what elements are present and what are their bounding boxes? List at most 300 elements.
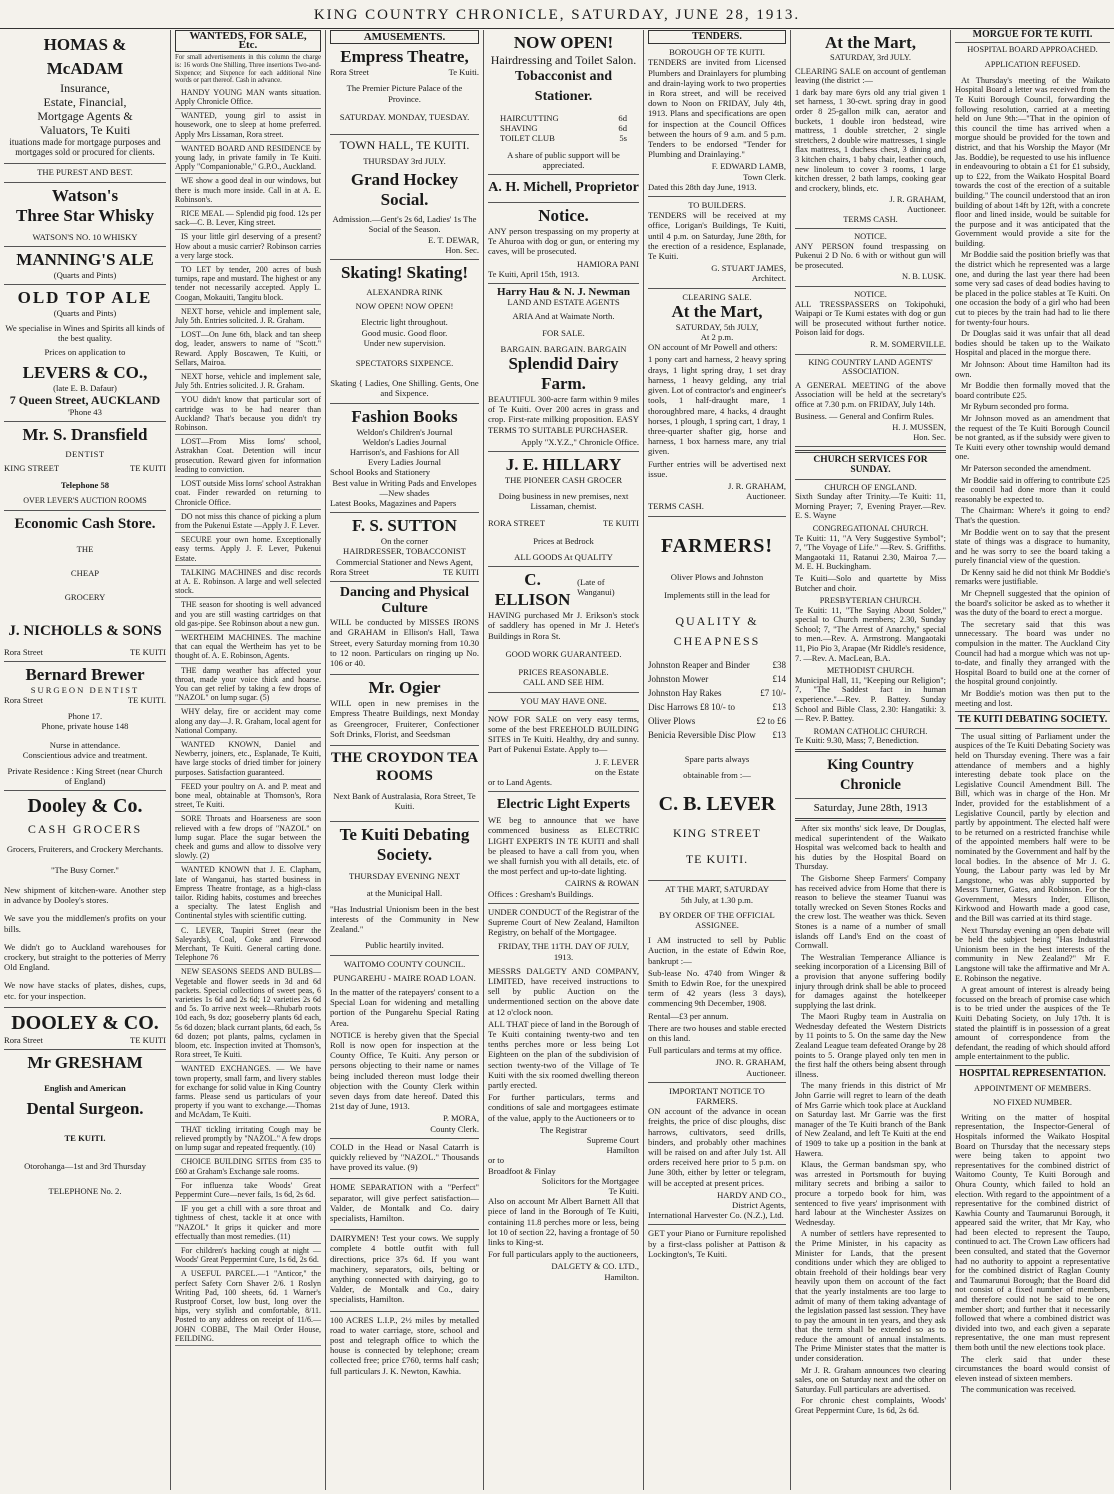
ad-line: CLEARING SALE. xyxy=(682,291,752,302)
plow-name: Disc Harrows £8 10/- to xyxy=(648,701,735,712)
ad-line: Public heartily invited. xyxy=(365,940,444,951)
ad-body: For further particulars, terms and conditions of sale and mortgagees estimate of the value, apply to the Auctioneers or to xyxy=(488,1092,639,1123)
ad-body: We save you the middlemen's profits on your bills. xyxy=(4,913,166,934)
ad-line: THE PIONEER CASH GROCER xyxy=(504,475,623,486)
ad-line: Solicitors for the Mortgagee xyxy=(541,1175,639,1186)
news-paragraph: A number of settlers have represented to the Prime Minister, in his capacity as Minister for Lands, that the present conditions under which they are obliged to obtain freehold of their holdings bear very heavily upon them on account of the fact that the yearly instalments are too large to admit of many of them taking advantage of the legislation passed last session. They have to pay the amount in ten years, and they ask that the term shall be extended so as to reduce the amount of annual instalments. The Prime Minister states that the matter is under consideration. xyxy=(795,1229,946,1364)
ad-title: NOW OPEN! xyxy=(513,33,614,52)
classified-ad: A USEFUL PARCEL.—1 "Anticor," the perfect Safety Corn Shaver 2/6. 1 Roslyn Writing Pad, 100 sheets, 6d. 1 Warner's Rustproof Corset, low bust, long over the hips, very stylish and comfortable, 8/11. Posted to any address on receipt of 11/6.—JOHN COBBE, The Mail Order House, FEILDING. xyxy=(175,1269,321,1346)
ad-line: Prices at Bedrock xyxy=(533,535,594,546)
ad-line: SATURDAY. MONDAY, TUESDAY. xyxy=(339,111,470,122)
ad-line: English and American xyxy=(44,1082,126,1093)
ad-body: A GENERAL MEETING of the above Association will be held at the secretary's office at 7.30 p.m. on FRIDAY, July 14th. xyxy=(795,380,946,409)
ad-line: Good music. Good floor. xyxy=(361,327,448,338)
article-paragraph: Mr Boddie then formally moved that the board contribute £25. xyxy=(955,381,1110,400)
article-paragraph: Mr Boddie said in offering to contribute £25 the council had done more than it could reasonably be expected to. xyxy=(955,475,1110,504)
news-paragraph: The Gisborne Sheep Farmers' Company has received advice from Home that there is reason to believe the steamer Tuanui was totally wrecked on Seven Stones Rocks and the crew lost. The weather was thick. Seven Stones is a name of a number of small islands off Land's End on the coast of Cornwall. xyxy=(795,873,946,951)
classified-ad: NEXT horse, vehicle and implement sale, July 5th. Entries solicited. J. R. Graham. xyxy=(175,372,321,393)
classified-ad: IS your little girl deserving of a present? How about a music carrier? Robinson carries a very large stock. xyxy=(175,232,321,263)
ad-title: C. ELLISON xyxy=(494,570,571,610)
classified-ad: C. LEVER, Taupiri Street (near the Saleyards), Coal, Coke and Firewood Merchant, Te Kuiti. General carting done. Telephone 76 xyxy=(175,926,321,966)
classified-ad: FEED your poultry on A. and P. meat and bone meal, obtainable at Thomson's, Rora street, Te Kuiti. xyxy=(175,782,321,813)
plow-price-row xyxy=(648,714,786,728)
ad-line: at the Municipal Hall. xyxy=(366,887,443,898)
ad-line: Dental Surgeon. xyxy=(26,1099,144,1119)
ad-line: THURSDAY 3rd JULY. xyxy=(363,156,446,167)
classified-ad: YOU didn't know that particular sort of cartridge was to be had nearer than Auckland? That's because you didn't try Robinson. xyxy=(175,395,321,435)
ad-line: TERMS CASH. xyxy=(648,501,704,512)
column-7 xyxy=(950,30,1114,1490)
plow-name: Johnston Hay Rakes xyxy=(648,687,722,698)
ad-body: CLEARING SALE on account of gentleman leaving (the district :— xyxy=(795,66,946,86)
price-row xyxy=(500,133,627,143)
ad-body: NOTICE is hereby given that the Special Roll is now open for inspection at the County Office, Te Kuiti. Any person or persons objecting to their name or names being included thereon must lodge their objection with the County Clerk within seven days from date hereof. Dated this 21st day of June, 1913. xyxy=(330,1029,479,1112)
classified-ad: WE show a good deal in our windows, but there is much more inside. Call in at A. E. Robinson's. xyxy=(175,176,321,207)
ad-address: 7 Queen Street, AUCKLAND xyxy=(9,393,161,408)
ad-title: Empress Theatre, xyxy=(340,47,469,67)
ad-body: We didn't go to Auckland warehouses for crockery, but straight to the potteries of Merry Old England. xyxy=(4,941,166,973)
ad-line: (Quarts and Pints) xyxy=(53,269,117,280)
ad-line: HAIRDRESSER, TOBACCONIST xyxy=(343,546,466,557)
ad-title: TO BUILDERS. xyxy=(688,200,746,211)
ad-body: Full particulars and terms at my office. xyxy=(648,1045,782,1056)
ad-address: Next Bank of Australasia, Rora Street, Te Kuiti. xyxy=(333,790,476,812)
ad-title: NOTICE. xyxy=(854,290,887,300)
ad-body: MESSRS DALGETY AND COMPANY, LIMITED, have received instructions to sell by public Auction on the undermentioned section on the above date at 12 o'clock noon. xyxy=(488,965,639,1017)
classified-ad: TALKING MACHINES and disc records at A. E. Robinson. A large and well selected stock. xyxy=(175,568,321,599)
section-head: CHURCH SERVICES FOR SUNDAY. xyxy=(813,455,928,475)
ad-signature: JNO. R. GRAHAM, xyxy=(715,1057,786,1068)
ad-title: IMPORTANT NOTICE TO FARMERS. xyxy=(669,1085,765,1106)
ad-subtitle: CASH GROCERS xyxy=(27,822,143,837)
ad-title: A. H. Michell, Proprietor xyxy=(488,180,639,196)
article-paragraph: Mr Ryburn seconded pro forma. xyxy=(961,402,1069,412)
ad-line: Every Ladies Journal xyxy=(367,457,442,468)
ad-signature: H. J. MUSSEN, xyxy=(892,423,946,433)
ad-title: Notice. xyxy=(538,206,589,226)
price-label: HAIRCUTTING xyxy=(500,113,559,123)
ad-title: WAITOMO COUNTY COUNCIL. xyxy=(343,958,466,969)
article-paragraph: Mr Johnson moved as an amendment that the request of the Te Kuiti Borough Council be not granted, as if the subsidy were given to Te Kuiti every other township would demand one. xyxy=(955,413,1110,462)
ad-signature: E. T. DEWAR, xyxy=(428,234,479,245)
news-paragraph: The Maori Rugby team in Australia on Wednesday defeated the Western Districts by 11 points to 5. On the same day the New Zealand League team defeated Orange by 28 points to 5. Orange played only ten men in the first half the others being absent through illness. xyxy=(795,1012,946,1079)
paper-date: Saturday, June 28th, 1913 xyxy=(813,802,928,814)
ad-line: LAND AND ESTATE AGENTS xyxy=(507,297,620,308)
classified-ad: NEW SEASONS SEEDS AND BULBS—Vegetable and flower seeds in 3d and 6d packets. Special collections of sweet peas, 6 varieties 1s 6d and 2s 6d; 12 varieties 2s 6d and 5s. To arrive next week—Rhubarb roots 10d each, 9s doz; gooseberry plants 6d each, 5s 6d dozen; black currant plants, 6d each, 5s 6d dozen; pot plants, palms, cyclamen in bloom, etc. Inspection invited at Thomson's, Rora street, Te Kuiti. xyxy=(175,967,321,1062)
ad-line: or to xyxy=(488,1155,504,1166)
ad-title: DOOLEY & CO. xyxy=(11,1011,159,1034)
article-paragraph: Mr Boddie said the position briefly was that the district which he represented was a large one, and during the last year there had been some very sad cases of dead bodies having to be placed in the police stables at Te Kuiti. On one occasion the body of a girl who had been cut to pieces by the train had had to lie there for twenty-four hours. xyxy=(955,250,1110,327)
article-body xyxy=(955,732,1110,1062)
news-paragraph: The many friends in this district of Mr John Garrie will regret to learn of the death of Mrs Garrie which took place at Auckland on Saturday last. Mr Garrie was the first manager of the Te Kuiti branch of the Bank of New Zealand, and left Te Kuiti at the end of 1909 to take up a position in the bank at Hawera. xyxy=(795,1081,946,1158)
ad-line: Commercial Stationer and News Agent, xyxy=(336,556,473,567)
ad-line: Private Residence : King Street (near Church of England) xyxy=(7,766,163,787)
ad-line: TERMS CASH. xyxy=(843,214,898,224)
article-head: TE KUITI DEBATING SOCIETY. xyxy=(957,714,1108,726)
ad-line: Apply "X.Y.Z.," Chronicle Office. xyxy=(521,436,639,447)
classified-ad: LOST outside Miss Iorns' school Astrakhan coat. Finder rewarded on returning to Chronicle Office. xyxy=(175,479,321,510)
ad-body: BEAUTIFUL 300-acre farm within 9 miles of Te Kuiti. Over 200 acres in grass and crop. First-rate milking proposition. EASY TERMS TO SUITABLE PURCHASER. xyxy=(488,394,639,435)
ad-body: HOME SEPARATION with a "Perfect" separator, will give perfect satisfaction—Valder, de Montalk and Co. dairy specialists, Hamilton. xyxy=(330,1182,479,1224)
article-head: HOSPITAL REPRESENTATION. xyxy=(959,1067,1106,1079)
price-value: 6d xyxy=(618,123,627,134)
church-body: Municipal Hall, 11, "Keeping our Religion"; 7, "The Saddest fact in human experience."—Rev. P. Battey. Sunday School and Bible Class, 2.30: Hangatiki: 3. — Rev. P. Battey. xyxy=(795,675,946,724)
ad-line: Skating { Ladies, One Shilling. Gents, One and Sixpence. xyxy=(330,378,479,399)
ad-line: A share of public support will be appreciated. xyxy=(507,149,620,170)
classified-ad: WANTED EXCHANGES. — We have town property, small farm, and livery stables for exchange for solid value in King Country farms. Please send us particulars of your property if you want to exchange.—Thomas and McAdam, Te Kuiti. xyxy=(175,1064,321,1122)
classified-ad: CHOICE BUILDING SITES from £35 to £60 at Graham's Exchange sale rooms. xyxy=(175,1157,321,1178)
column-6 xyxy=(790,30,950,1490)
ad-body: ALL TRESSPASSERS on Tokipohuki, Waipapi or Te Kumi estates with dog or gun will be prosecuted without further notice. Poison laid for dogs. xyxy=(795,299,946,338)
ad-body: ANY person trespassing on my property at Te Ahuroa with dog or gun, or entering my caves, will be prosecuted. xyxy=(488,226,639,257)
ad-body: 1 pony cart and harness, 2 heavy spring drays, 1 light spring dray, 1 set dray harness, 1 heavy gelding, any trial given. Lot of contractor's and engineer's tools, 1 half-draught mare, 1 thoroughbred mare, 4 hacks, 4 draught horses, 1 plough, 1 spring cart, 1 dray, 1 three-quarter shafter gig, horse and harness, 1 box harness mare, any trial given. xyxy=(648,354,786,457)
ad-body: We specialise in Wines and Spirits all kinds of the best quality. xyxy=(5,323,165,344)
plow-price: £38 xyxy=(772,659,786,670)
article-paragraph: Next Thursday evening an open debate will be held the subject being "Has Industrial Unionism been in the best interests of the community in New Zealand?" Mr F. Langstone will take the affirmative and Mr A. E. Robinson the negative. xyxy=(955,925,1110,983)
ad-title: At the Mart, xyxy=(671,301,763,321)
plow-price-row xyxy=(648,686,786,700)
price-label: TOILET CLUB xyxy=(500,133,555,144)
church-name: METHODIST CHURCH. xyxy=(826,666,915,676)
classified-ad: WANTED, young girl to assist in housework, one to sleep at home preferred. Apply Mrs Lissaman, Rora street. xyxy=(175,111,321,142)
ad-phone: Phone, private house 148 xyxy=(41,721,129,732)
article-paragraph: Mr Paterson seconded the amendment. xyxy=(961,463,1092,473)
ad-line: Hamilton xyxy=(606,1145,639,1156)
ad-signature: Hon. Sec. xyxy=(913,432,946,442)
article-paragraph: At Thursday's meeting of the Waikato Hospital Board a letter was received from the Te Kuiti Borough Council, forwarding the following resolution, carried at a meeting held on June 9th:—"That in the opinion of this council the time has arrived when a morgue should be provided for the town and district, and that his Worship the Mayor (Mr Jas. Boddie), be requested to use his influence in endeavouring to obtain a £1 for £1 subsidy, up to £22, from the Waikato Hospital Board towards the cost of the erection of a suitable building." The council understood that an iron building of about 14ft by 12ft, with a concrete floor and lined inside, would be suitable for the purpose and it was anticipated that the Government would provide a site for the building. xyxy=(955,75,1110,248)
classified-ad: WANTED BOARD AND RESIDENCE by young lady, in private family in Te Kuiti. Apply "Companionable," G.P.O., Auckland. xyxy=(175,144,321,175)
ad-phone: 'Phone 43 xyxy=(68,407,102,418)
article-paragraph: The usual sitting of Parliament under the auspices of the Te Kuiti Debating Society was held on Thursday evening. There was a fair attendance of members and a highly interesting debate took place on the Legislative Council Amendment Bill. The Bill, which was in charge of the Hon. Mr Inder, provided for the establishment of a Legislative Council, partly by election and partly by appointment. The elected half were to be returned on a restricted franchise while of the appointed members half were to be nominated by the Government and half by the local bodies. In the absence of Mr J. G. Young, the Labour party was led by Mr Langstone, who was ably supported by Messrs Turner, Gates, and Robinson. For the Government, Messrs Inder, Ellison, Kirkwood and Howarth made a good case, and the Bill was carried at its third stage. xyxy=(955,731,1110,924)
ad-body: Also on account Mr Albert Barnett All that piece of land in the Borough of Te Kuiti, containing 11.8 perches more or less, being lot 10 of section 22, having a frontage of 50 links to King-st. xyxy=(488,1196,639,1248)
ad-date: Te Kuiti, April 15th, 1913. xyxy=(488,268,580,279)
classified-ad: THE damp weather has affected your throat, made your voice thick and hoarse. You can get relief by taking a few drops of "NAZOL" on lump sugar. (5) xyxy=(175,666,321,706)
ad-body: ON account of Mr Powell and others: xyxy=(648,342,778,353)
ad-date: 5th July, at 1.30 p.m. xyxy=(680,894,753,905)
ad-line: Oliver Plows and Johnston xyxy=(670,571,764,582)
ad-line: obtainable from :— xyxy=(683,770,751,781)
ad-line: Under new supervision. xyxy=(363,337,446,348)
ad-title: MANNING'S ALE xyxy=(16,249,154,269)
ad-line: Prices on application to xyxy=(44,346,126,357)
ad-body: TENDERS are invited from Licensed Plumbers and Drainlayers for plumbing and drain-laying work to two properties in Rora street, and will be received down to Noon on FRIDAY, July 4th, 1913. Plans and specifications are open for inspection at the Council Offices between the hours of 9 a.m. and 5 p.m. Tenders to be endorsed "Tender for Plumbing and Drainlaying." xyxy=(648,57,786,160)
ad-line: (Quarts and Pints) xyxy=(53,308,117,319)
ad-line: Admission.—Gent's 2s 6d, Ladies' 1s The Social of the Season. xyxy=(332,214,477,235)
ad-title: LEVERS & CO., xyxy=(22,362,148,382)
ad-address: TE KUITI. xyxy=(127,695,166,706)
ad-title: Skating! Skating! xyxy=(340,263,469,283)
news-paragraph: After six months' sick leave, Dr Douglas, medical superintendent of the Waikato Hospital was welcomed back to health and his duties by the Hospital Board on Thursday. xyxy=(795,824,946,872)
classified-ad: NEXT horse, vehicle and implement sale, July 5th. Entries solicited. J. R. Graham. xyxy=(175,307,321,328)
ad-line: At 2 p.m. xyxy=(700,332,734,343)
ad-date: SATURDAY, 5th JULY, xyxy=(675,321,759,332)
ad-address: Te Kuiti. xyxy=(448,67,479,78)
ad-address: TE KUITI xyxy=(129,463,166,474)
ad-body: Further entries will be advertised next issue. xyxy=(648,458,786,479)
classified-ad: HANDY YOUNG MAN wants situation. Apply Chronicle Office. xyxy=(175,88,321,109)
ad-line: Harrison's, and Fashions for All xyxy=(349,447,460,458)
plow-price: £7 10/- xyxy=(760,687,786,698)
ad-line: PRICES REASONABLE. xyxy=(518,667,609,678)
ad-signature: CAIRNS & ROWAN xyxy=(564,878,639,889)
ad-address: TE KUITI xyxy=(602,517,639,528)
column-1 xyxy=(0,30,170,1490)
plow-price-row xyxy=(648,728,786,742)
ad-line: Weldon's Ladies Journal xyxy=(362,436,447,447)
ad-body: For full particulars apply to the auctioneers, xyxy=(488,1249,639,1260)
article-paragraph: Dr Douglas said it was unfair that all dead bodies should be taken up to the Waikato Hospital and placed in the morgue there. xyxy=(955,329,1110,358)
ad-line: or to Land Agents. xyxy=(488,776,552,787)
price-value: 5s xyxy=(619,133,627,144)
ad-title: THE CROYDON TEA ROOMS xyxy=(330,749,479,784)
ad-purest: THE PUREST AND BEST. xyxy=(4,164,166,182)
ad-title: Watson's xyxy=(51,185,119,205)
ad-line: Te Kuiti. xyxy=(608,1186,639,1197)
ad-line: CALL AND SEE HIM. xyxy=(523,677,604,688)
ad-signature: J. F. LEVER xyxy=(595,756,639,767)
ad-title: Harry Hau & N. J. Newman xyxy=(497,286,630,299)
price-row xyxy=(500,123,627,133)
classified-ad: For children's hacking cough at night — Woods' Great Peppermint Cure, 1s 6d, 2s 6d. xyxy=(175,1246,321,1267)
plow-price: £13 xyxy=(772,701,786,712)
ad-line: PUNGAREHU - MAIRE ROAD LOAN. xyxy=(333,972,476,983)
ad-body: WILL open in new premises in the Empress Theatre Buildings, next Monday as Greengrocer, Fruiterer, Confectioner Soft Drinks, Florist, and Seedsman xyxy=(330,698,479,739)
ad-signature: DALGETY & CO. LTD., xyxy=(551,1261,639,1272)
ad-line: AT THE MART, SATURDAY xyxy=(664,884,770,895)
ad-line: SPECTATORS SIXPENCE. xyxy=(355,358,454,369)
article-subhead: HOSPITAL BOARD APPROACHED. xyxy=(967,44,1098,54)
classified-ad: RICE MEAL — Splendid pig food. 12s per sack—C. B. Lever, King street. xyxy=(175,209,321,230)
ad-body: There are two houses and stable erected on this land. xyxy=(648,1022,786,1043)
plow-price-row xyxy=(648,658,786,672)
column-2 xyxy=(170,30,325,1490)
ad-body: NOW FOR SALE on very easy terms, some of the best FREEHOLD BUILDING SITES in Te Kuiti. Healthy, dry and sunny. Part of Pukenui Estate. Apply to— xyxy=(488,713,639,755)
church-body: Sixth Sunday after Trinity.—Te Kuiti: 11, Morning Prayer; 7, Evening Prayer.—Rev. E. S. Wayne xyxy=(795,492,946,521)
ad-line: TE KUITI. xyxy=(64,1133,106,1144)
column-5 xyxy=(643,30,790,1490)
ad-title: Dooley & Co. xyxy=(27,795,143,818)
ad-title: Bernard Brewer xyxy=(25,664,145,684)
ad-body: UNDER CONDUCT of the Registrar of the Supreme Court of New Zealand, Hamilton Registry, on behalf of the Mortgagee. xyxy=(488,906,639,938)
ad-body: WE beg to announce that we have commenced business as ELECTRIC LIGHT EXPERTS IN TE KUITI and shall be pleased to have a call from you, when we shall furnish you with all details, etc. of the most perfect and up-to-date lighting. xyxy=(488,815,639,877)
ad-line: School Books and Stationery xyxy=(330,467,431,478)
ad-line: Broadfoot & Finlay xyxy=(488,1165,556,1176)
ad-title: KING COUNTRY LAND AGENTS' ASSOCIATION. xyxy=(808,357,933,377)
price-value: 6d xyxy=(618,113,627,123)
article-paragraph: Mr Chepnell suggested that the opinion of the board's solicitor be asked as to whether it was the duty of the board to erect a morgue. xyxy=(955,589,1110,618)
plow-name: Benicia Reversible Disc Plow xyxy=(648,729,756,740)
price-list xyxy=(500,113,627,144)
ad-line: Estate, Financial, xyxy=(43,95,127,109)
article-paragraph: The communication was received. xyxy=(961,1385,1076,1395)
ad-signature: J. R. GRAHAM, xyxy=(889,195,946,205)
ad-signature: Auctioneer. xyxy=(746,1067,786,1078)
ad-address: Rora Street xyxy=(4,695,43,706)
ad-title: Grand Hockey Social. xyxy=(350,170,459,210)
ad-signature: J. R. GRAHAM, xyxy=(727,480,786,491)
plow-price-row xyxy=(648,700,786,714)
ad-body: HAVING purchased Mr J. Erikson's stock of saddlery has opened in Mr J. Hetet's Buildings in Rora St. xyxy=(488,610,639,641)
ad-signature: P. MORA, xyxy=(442,1113,479,1124)
plow-price-row xyxy=(648,672,786,686)
church-body: Te Kuiti: 9.30, Mass; 7, Benediction. xyxy=(795,736,919,746)
ad-line: Hairdressing and Toilet Salon. xyxy=(490,53,637,67)
ad-signature: Auctioneer. xyxy=(907,204,946,214)
ad-line: (Late of Wanganui) xyxy=(577,577,615,598)
classified-ad: IF you get a chill with a sore throat and tightness of chest, tackle it at once with "NAZOL" It grips it quicker and more effectually than most remedies. (11) xyxy=(175,1204,321,1244)
ad-line: Valuators, Te Kuiti xyxy=(39,123,131,137)
ad-line: (late E. B. Dafaur) xyxy=(53,382,117,393)
ad-line: Best value in Writing Pads and Envelopes—New shades xyxy=(332,477,477,498)
ad-line: CHEAPNESS xyxy=(673,633,761,648)
ad-line: BY ORDER OF THE OFFICIAL ASSIGNEE. xyxy=(659,909,775,930)
plow-name: Johnston Mower xyxy=(648,673,709,684)
ad-line: Mortgage Agents & xyxy=(37,109,133,123)
ad-line: THE xyxy=(76,544,94,555)
intro: For small advertisements in this column the charge is: 16 words One Shilling, Three insertions Two-and-Sixpence; and Sixpence for each additional Nine words or part thereof. Cash in advance. xyxy=(175,54,321,85)
ad-line: Offices : Gresham's Buildings. xyxy=(488,888,594,899)
classified-ad: TO LET by tender, 200 acres of bush turnips, rape and mustard. The highest or any tender not necessarily accepted. Apply L. Coogan, Mokauiti, Tangitu block. xyxy=(175,265,321,305)
church-name: PRESBYTERIAN CHURCH. xyxy=(819,596,922,606)
ad-phone: TELEPHONE No. 2. xyxy=(48,1185,122,1196)
ad-title: FARMERS! xyxy=(660,534,774,557)
news-paragraph: Mr J. R. Graham announces two clearing sales, one on Saturday next and the other on Saturday. Full particulars are advertised. xyxy=(795,1365,946,1394)
ad-line: Otorohanga—1st and 3rd Thursday xyxy=(24,1161,146,1172)
ad-line: Grocers, Fruiterers, and Crockery Merchants. xyxy=(6,844,164,855)
ad-body: Rental—£3 per annum. xyxy=(648,1010,729,1021)
church-name: CONGREGATIONAL CHURCH. xyxy=(812,523,929,533)
ad-body: ANY PERSON found trespassing on Pukenui 2 D No. 6 with or without gun will be prosecuted. xyxy=(795,241,946,270)
church-body: Te Kuiti: 11, "A Very Suggestive Symbol"; 7, "The Voyage of Life." —Rev. S. Griffiths. Mangaotaki 11, Ratanui 2.30, Mairoa 7.—M. E. H. Buckingham. xyxy=(795,533,946,572)
classified-ad: DO not miss this chance of picking a plum from the Pukenui Estate —Apply J. F. Lever. xyxy=(175,512,321,533)
ad-body: We now have stacks of plates, dishes, cups, etc. for your inspection. xyxy=(4,980,166,1001)
ad-signature: Hon. Sec. xyxy=(445,244,479,255)
price-row xyxy=(500,113,627,123)
ad-title: Mr. S. Dransfield xyxy=(22,425,148,445)
article-paragraph: Dr Kenny said he did not think Mr Boddie's remarks were justifiable. xyxy=(955,567,1110,587)
classified-ad: LOST—On June 6th, black and tan sheep dog, leader, answers to name of "Scott." Reward. Apply Boscawen, Te Kuiti, or Sellars, Mairoa. xyxy=(175,330,321,370)
ad-signature: HAMIORA PANI xyxy=(577,258,639,269)
ad-title: OLD TOP ALE xyxy=(17,288,153,308)
ad-address: Rora Street xyxy=(330,67,369,78)
ad-line: BOROUGH OF TE KUITI. xyxy=(669,47,765,58)
ad-signature: Architect. xyxy=(751,273,786,284)
classified-ad: WERTHEIM MACHINES. The machine that can equal the Wertheim has yet to be thought of. A. E. Robinson, Agents. xyxy=(175,633,321,664)
ad-body: DAIRYMEN! Test your cows. We supply complete 4 bottle outfit with full directions, price 37s 6d. If you want machinery, separators, oils, belting or anything connected with dairying, go to Valder, de Montalk and Co., dairy specialists, Hamilton. xyxy=(330,1233,479,1305)
ad-address: RORA STREET xyxy=(488,517,546,528)
ad-body: ALL THAT piece of land in the Borough of Te Kuiti containing twenty-two and ten tenths perches more or less being Lot Eighteen on the plan of the subdivision of section twenty-two of the Village of Te Kuiti with the six roomed dwelling thereon partly erected. xyxy=(488,1018,639,1090)
masthead: KING COUNTRY CHRONICLE, SATURDAY, JUNE 28, 1913. xyxy=(0,0,1114,29)
wanteds-list xyxy=(175,88,321,1346)
ad-body: WILL be conducted by MISSES IRONS and GRAHAM in Ellison's Hall, Tawa Street, every Saturday morning from 10.30 to 12 noon. Particulars on ringing up No. 106 or 40. xyxy=(330,617,479,668)
ad-signature: HARDY AND CO., xyxy=(717,1189,786,1200)
classified-ad: LOST—From Miss Iorns' school, Astrakhan Coat. Detention will incur prosecution. Reward given for information leading to conviction. xyxy=(175,437,321,477)
ad-subtitle: Three Star Whisky xyxy=(16,205,154,225)
ad-signature: R. M. SOMERVILLE. xyxy=(870,340,946,350)
column-4 xyxy=(483,30,643,1490)
ad-line: Conscientious advice and treatment. xyxy=(22,749,148,760)
ad-address: TE KUITI xyxy=(442,566,479,577)
ad-line: OVER LEVER'S AUCTION ROOMS xyxy=(23,495,147,505)
ad-address: KING STREET xyxy=(4,463,60,474)
ad-line: The Registrar xyxy=(539,1124,587,1135)
ad-line: Implements still in the lead for xyxy=(664,589,770,600)
church-name: ROMAN CATHOLIC CHURCH. xyxy=(813,726,928,736)
news-paragraph: The Westralian Temperance Alliance is seeking incorporation of a Licensing Bill of a provision that anyone suffering bodily injury through drink shall be able to proceed for damages against the hotelkeeper supplying the last drink. xyxy=(795,952,946,1010)
ad-title: C. B. LEVER xyxy=(658,793,776,816)
ad-signature: County Clerk. xyxy=(430,1123,479,1134)
article-paragraph: A great amount of interest is already being focussed on the breach of promise case which is to be tried under the auspices of the Te Kuiti Debating Society, on July 17th. It is stated the plaintiff is in possession of a great amount of correspondence from the defendant, the reading of which should afford ample entertainment to the public. xyxy=(955,985,1110,1062)
ad-title: Dancing and Physical Culture xyxy=(339,585,470,617)
article-paragraph: The secretary said that this was unnecessary. The board was under no compulsion in the matter. The Auckland City Council had had a morgue which was not up-to-date, and finally they arranged with the Hospital Board to build one at the corner of the hospital ground conjointly. xyxy=(955,619,1110,687)
article-paragraph: Mr Johnson: About time Hamilton had its own. xyxy=(955,360,1110,379)
ad-address: Rora Street xyxy=(4,646,43,657)
article-subhead: APPOINTMENT OF MEMBERS. xyxy=(974,1083,1091,1093)
ad-line: ARIA And at Waimate North. xyxy=(512,311,615,322)
church-body: Te Kuiti—Solo and quartette by Miss Butcher and choir. xyxy=(795,573,946,593)
ad-signature: G. STUART JAMES, xyxy=(711,263,786,274)
ad-title: J. E. HILLARY xyxy=(505,455,622,475)
ad-title: Electric Light Experts xyxy=(497,797,630,813)
ad-line: Insurance, xyxy=(60,81,110,95)
news-paragraph: Klaus, the German bandsman spy, who was arrested in Portsmouth for buying military secrets and bribing a sailor to procure a torpedo book for him, was sentenced to five years' imprisonment with hard labour at the Winchester Assizes on Wednesday. xyxy=(795,1160,946,1227)
ad-line: On the corner xyxy=(380,536,429,547)
ad-body: Business. — General and Confirm Rules. xyxy=(795,411,934,421)
ad-body: GET your Piano or Furniture repolished by a first-class polisher at Pattison & Lockington's, Te Kuiti. xyxy=(648,1228,786,1259)
ad-body: New shipment of kitchen-ware. Another step in advance by Dooley's stores. xyxy=(4,884,166,906)
ad-signature: N. B. LUSK. xyxy=(902,272,946,282)
ad-line: ALL GOODS At QUALITY xyxy=(514,552,613,563)
ad-line: Spare parts always xyxy=(684,753,750,764)
ad-line: NOW OPEN! NOW OPEN! xyxy=(355,301,454,312)
news-paragraph: For chronic chest complaints, Woods' Great Peppermint Cure, 1s 6d, 2s 6d. xyxy=(795,1396,946,1416)
classified-ad: For influenza take Woods' Great Peppermint Cure—never fails, 1s 6d, 2s 6d. xyxy=(175,1181,321,1202)
ad-signature: International Harvester Co. (N.Z.), Ltd. xyxy=(648,1210,784,1221)
plow-price: £13 xyxy=(772,729,786,740)
ad-line: THURSDAY EVENING NEXT xyxy=(348,871,461,882)
ad-body: TENDERS will be received at my office, Lorigan's Buildings, Te Kuiti, until 4 p.m. on Saturday, June 28th, for the erection of a residence, Esplanade, Te Kuiti. xyxy=(648,210,786,262)
ad-line: Latest Books, Magazines and Papers xyxy=(330,498,457,509)
ad-title: Economic Cash Store. xyxy=(14,516,156,533)
article-paragraph: Writing on the matter of hospital representation, the Inspector-General of Hospitals informed the Waikato Hospital Board on Thursday that the necessary steps were being taken to appoint two representatives for the combined district of Waitomo County, Te Kuiti Borough and Ohura County, which failed to hold an election. With regard to the appointment of a representative for the combined district of Kawhia County and Taumarunui Borough, it appeared said the writer, that Mr Kay, who had been elected to represent the Taupo, continued to act. The Crown Law officers had been consulted, and stated that the Governor had no authority to appoint a representative for the combined district of Raglan County and Taumarunui Borough; that the Board did not consist of a fixed number of members, and therefore could not be said to be one member short; and further that it necessarily followed that where a combined district was divided into two, and each given a separate representative, the one man must represent them both until the new elections took place. xyxy=(955,1112,1110,1352)
ad-body: ON account of the advance in ocean freights, the price of disc ploughs, disc harrows, cultivators, seed drills, binders, and probably other machines will be raised on and after July 1st. All orders received here prior to 5 p.m. on June 30th, either by letter or telegram, will be accepted at present prices. xyxy=(648,1106,786,1188)
ad-body: ituations made for mortgage purposes and mortgages sold or procured for clients. xyxy=(9,137,161,158)
ad-line: ALEXANDRA RINK xyxy=(366,287,443,298)
ad-line: "The Busy Corner." xyxy=(51,864,119,875)
plow-price: £2 to £6 xyxy=(756,715,786,726)
section-head: TENDERS. xyxy=(648,30,786,44)
ad-line: GROCERY xyxy=(64,592,106,603)
ad-phone: Phone 17. xyxy=(67,711,103,722)
ad-address: TE KUITI xyxy=(129,646,166,657)
classified-ad: WANTED KNOWN that J. E. Clapham, late of Wanganui, has started business in Empress Theatre frontage, as a high-class tailor. Riding habits, costumes and breeches a specialty. The latest English and Continental styles with scientific cutting. xyxy=(175,865,321,923)
column-3 xyxy=(325,30,483,1490)
ad-address: TE KUITI xyxy=(129,1034,166,1045)
ad-line: TOWN HALL, TE KUITI. xyxy=(339,138,470,153)
ad-body: I AM instructed to sell by Public Auction, in the estate of Edwin Roe, bankrupt :— xyxy=(648,935,786,966)
article-subhead: APPLICATION REFUSED. xyxy=(984,60,1081,70)
plow-price-list xyxy=(648,658,786,742)
ad-line: BARGAIN. BARGAIN. BARGAIN xyxy=(500,343,627,354)
ad-line: Doing business in new premises, next Lissaman, chemist. xyxy=(498,491,629,512)
article-paragraph: Mr Boddie went on to say that the present state of things was a disgrace to humanity, and he was sorry to see the board taking a purely financial view of the question. xyxy=(955,527,1110,566)
news-items xyxy=(795,824,946,1416)
church-body: Te Kuiti: 11, "The Saying About Solder," special to Church members; 2.30, Sunday School; 7, "The Arrest of Anarchy," special to men.—Rev. A. Armstrong. Mangaotaki 11, Pio Pio 3, Arapae (Mr Riddle's residence, 7. —Rev. A. MacLean, B.A. xyxy=(795,605,946,663)
plow-price: £14 xyxy=(772,673,786,684)
plow-name: Oliver Plows xyxy=(648,715,696,726)
section-head: WANTEDS, FOR SALE, Etc. xyxy=(175,30,321,52)
ad-title: Tobacconist and Stationer. xyxy=(514,69,613,104)
